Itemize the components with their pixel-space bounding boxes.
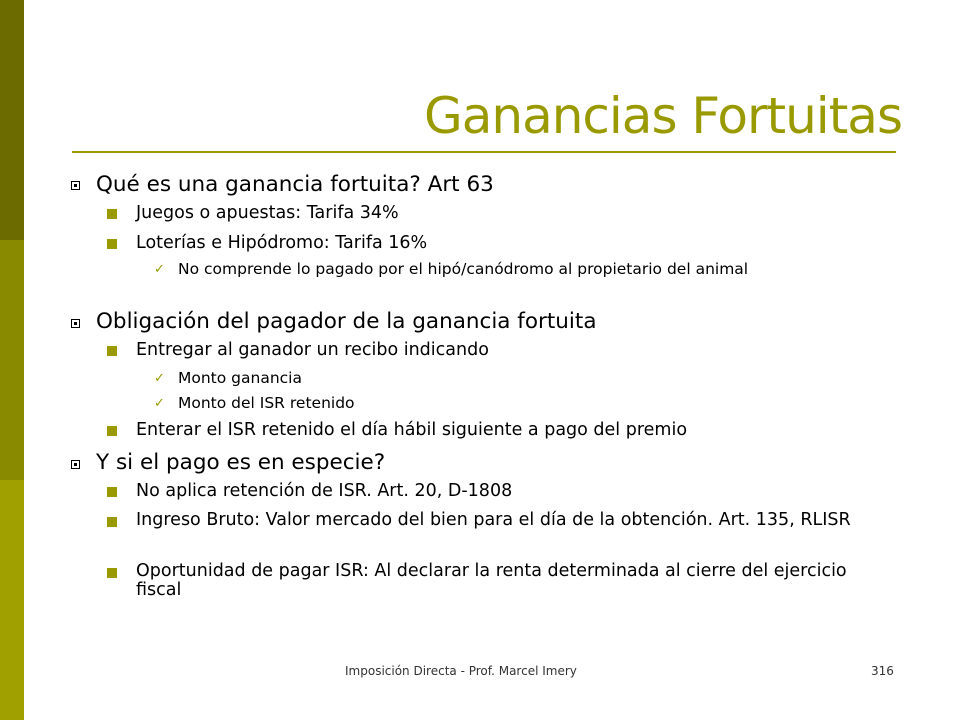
checkmark-icon: ✓ <box>154 262 165 277</box>
bullet-level2: Oportunidad de pagar ISR: Al declarar la renta determinada al cierre del ejercicio fiscal <box>136 561 847 600</box>
bullet-filled-square-icon <box>107 239 117 249</box>
bullet-square-icon <box>71 319 80 328</box>
bullet-filled-square-icon <box>107 517 117 527</box>
bullet-square-icon <box>71 181 80 190</box>
bullet-level3: No comprende lo pagado por el hipó/canódromo al propietario del animal <box>178 260 749 278</box>
bullet-level2: Entregar al ganador un recibo indicando <box>136 340 489 360</box>
bullet-square-icon <box>71 460 80 469</box>
bullet-level2: No aplica retención de ISR. Art. 20, D-1808 <box>136 481 513 501</box>
bullet-level2: Ingreso Bruto: Valor mercado del bien para el día de la obtención. Art. 135, RLISR <box>136 510 851 530</box>
page-number: 316 <box>871 664 894 678</box>
bullet-level1: Obligación del pagador de la ganancia fortuita <box>96 309 597 334</box>
checkmark-icon: ✓ <box>154 396 165 411</box>
bullet-level2: Enterar el ISR retenido el día hábil siguiente a pago del premio <box>136 420 688 440</box>
bullet-level3: Monto ganancia <box>178 369 302 387</box>
slide-title: Ganancias Fortuitas <box>424 87 902 145</box>
bullet-filled-square-icon <box>107 426 117 436</box>
bullet-level1: Y si el pago es en especie? <box>96 450 386 475</box>
checkmark-icon: ✓ <box>154 371 165 386</box>
bullet-level2: Juegos o apuestas: Tarifa 34% <box>136 203 399 223</box>
bullet-filled-square-icon <box>107 346 117 356</box>
bullet-level1: Qué es una ganancia fortuita? Art 63 <box>96 172 494 197</box>
bullet-filled-square-icon <box>107 568 117 578</box>
bullet-level3: Monto del ISR retenido <box>178 394 355 412</box>
bullet-level2: Loterías e Hipódromo: Tarifa 16% <box>136 233 428 253</box>
slide-footer: Imposición Directa - Prof. Marcel Imery <box>345 664 577 678</box>
bullet-filled-square-icon <box>107 487 117 497</box>
bullet-filled-square-icon <box>107 209 117 219</box>
